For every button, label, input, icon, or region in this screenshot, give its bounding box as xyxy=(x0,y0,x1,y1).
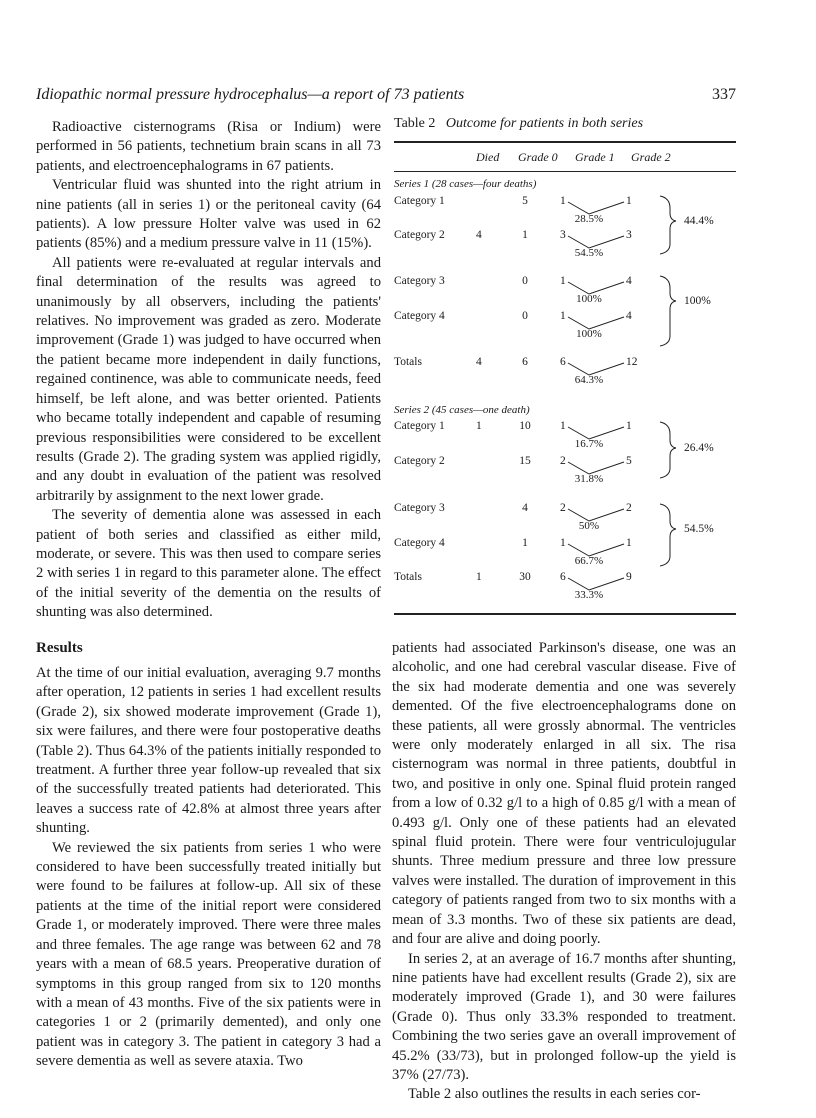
s2-row2-category: Category 2 xyxy=(394,455,445,467)
series-1-label: Series 1 (28 cases—four deaths) xyxy=(394,178,537,190)
results-heading: Results xyxy=(36,640,83,656)
s1-row4-grade0: 0 xyxy=(522,310,528,322)
v-mark-s2-row3 xyxy=(568,509,624,521)
right-column-bottom xyxy=(392,639,736,1105)
s2-row2-grade1: 2 xyxy=(560,455,566,467)
s2-row3-grade2: 2 xyxy=(626,502,632,514)
brace-s1-b xyxy=(660,276,676,346)
s1-totals-grade0: 6 xyxy=(522,356,528,368)
v-mark-s2-totals xyxy=(568,578,624,590)
s2-row2-grade2: 5 xyxy=(626,455,632,467)
s1-totals-grade2: 12 xyxy=(626,356,638,368)
s2-row2-percent: 31.8% xyxy=(574,473,604,485)
s1-row2-percent: 54.5% xyxy=(574,247,604,259)
s1-row1-percent: 28.5% xyxy=(574,213,604,225)
s2-row1-grade1: 1 xyxy=(560,420,566,432)
s2-group-b-percent: 54.5% xyxy=(684,523,714,535)
s1-row4-grade1: 1 xyxy=(560,310,566,322)
paragraph: Ventricular fluid was shunted into the right atrium in nine patients (all in series 1) or the peritoneal cavity (64 patients). A low pressure Holter valve was used in 62 patients (85%) and a medium pressure valve in 11 (15%). xyxy=(36,177,381,252)
s2-totals-label: Totals xyxy=(394,571,422,583)
s2-row4-grade0: 1 xyxy=(522,537,528,549)
s2-totals-grade1: 6 xyxy=(560,571,566,583)
s1-row4-percent: 100% xyxy=(576,328,602,340)
brace-s1-a xyxy=(660,196,676,254)
s1-row3-category: Category 3 xyxy=(394,275,445,287)
s1-group-b-percent: 100% xyxy=(684,295,711,307)
paragraph: The severity of dementia alone was assessed in each patient of both series and classified as either mild, moderate, or severe. This was then used to compare series 2 with series 1 in regard to this parameter alone. The effect of the initial severity of the dementia on the results of shunting was also determined. xyxy=(36,507,381,621)
s2-row1-grade0: 10 xyxy=(519,420,531,432)
s1-row4-grade2: 4 xyxy=(626,310,632,322)
s2-row1-died: 1 xyxy=(476,420,482,432)
brace-s2-b xyxy=(660,504,676,566)
paragraph: In series 2, at an average of 16.7 months after shunting, nine patients have had excellent results (Grade 2), six are moderately improved (Grade 1), and 30 were failures (Grade 0). Thus only 33.3% responded to treatment. Combining the two series gave an overall improvement of 45.2% (33/73), but in prolonged follow-up the yield is 37% (27/73). xyxy=(392,950,736,1083)
s1-row2-grade0: 1 xyxy=(522,229,528,241)
table-bottom-rule xyxy=(394,613,736,615)
table-title: Outcome for patients in both series xyxy=(445,116,644,131)
s2-row3-percent: 50% xyxy=(578,520,600,532)
s1-row3-grade1: 1 xyxy=(560,275,566,287)
v-mark-s1-row1 xyxy=(568,202,624,214)
s2-row4-percent: 66.7% xyxy=(574,555,604,567)
table-2 xyxy=(394,116,736,616)
s1-row2-category: Category 2 xyxy=(394,229,445,241)
v-mark-s2-row1 xyxy=(568,427,624,439)
v-mark-s2-row4 xyxy=(568,544,624,556)
s2-row2-grade0: 15 xyxy=(519,455,531,467)
s1-row2-grade2: 3 xyxy=(626,229,632,241)
s1-row1-grade2: 1 xyxy=(626,195,632,207)
table-connectors xyxy=(394,116,736,616)
left-column-bottom xyxy=(36,664,381,1072)
paragraph: All patients were re-evaluated at regular intervals and final determination of the results was agreed to unanimously by all observers, including the patients' relatives. No improvement was graded as zero. Moderate improvement (Grade 1) was judged to have occurred when the patient became more independent in daily functions, regained continence, was able to communicate needs, feed himself, be left alone, and was better oriented. Patients who became totally independent and capable of resuming previous responsibilities were considered to be excellent results (Grade 2). The grading system was applied rigidly, and any doubt in evaluation of the patient was resolved arbitrarily by assignment to the next lower grade. xyxy=(36,254,381,504)
s2-row3-grade1: 2 xyxy=(560,502,566,514)
s2-totals-percent: 33.3% xyxy=(574,589,604,601)
s1-group-a-percent: 44.4% xyxy=(684,215,714,227)
s1-totals-grade1: 6 xyxy=(560,356,566,368)
v-mark-s1-row4 xyxy=(568,317,624,329)
page-number: 337 xyxy=(712,86,736,103)
paragraph: Table 2 also outlines the results in each series cor- xyxy=(408,1086,701,1103)
column-header-grade2: Grade 2 xyxy=(631,150,671,164)
s2-row1-percent: 16.7% xyxy=(574,438,604,450)
s1-totals-label: Totals xyxy=(394,356,422,368)
v-mark-s2-row2 xyxy=(568,462,624,474)
left-column-top xyxy=(36,118,381,623)
s1-row2-grade1: 3 xyxy=(560,229,566,241)
s1-row3-grade0: 0 xyxy=(522,275,528,287)
s1-totals-died: 4 xyxy=(476,356,482,368)
s2-row4-grade2: 1 xyxy=(626,537,632,549)
s1-row1-category: Category 1 xyxy=(394,195,445,207)
s1-totals-percent: 64.3% xyxy=(574,374,604,386)
column-header-grade1: Grade 1 xyxy=(575,150,615,164)
column-header-died: Died xyxy=(476,150,500,164)
paragraph-continuation: patients had associated Parkinson's disease, one was an alcoholic, and one had cerebral vascular disease. Five of the six had moderate dementia and one was severely demented. Of the five electroencephalograms done on these patients, all were grossly abnormal. The ventricles were only moderately enlarged in all six. The risa cisternogram was normal in three patients, doubtful in two, and positive in only one. Spinal fluid protein ranged from a low of 0.32 g/l to a high of 0.85 g/l with a mean of 0.493 g/l. Only one of these patients had an elevated spinal fluid protein. There were four ventriculojugular shunts. Three medium pressure and three low pressure valves were installed. The duration of improvement in this category of patients ranged from two to six months with a mean of 3.3 months. Two of these six patients are dead, and four are alive and doing poorly. xyxy=(392,640,736,948)
s2-row3-grade0: 4 xyxy=(522,502,528,514)
s1-row1-grade0: 5 xyxy=(522,195,528,207)
s2-row1-category: Category 1 xyxy=(394,420,445,432)
s2-totals-grade2: 9 xyxy=(626,571,632,583)
paragraph: Radioactive cisternograms (Risa or Indium) were performed in 56 patients, technetium brain scans in all 73 patients, and electroencephalograms in 67 patients. xyxy=(36,119,381,174)
s2-totals-died: 1 xyxy=(476,571,482,583)
s1-row3-grade2: 4 xyxy=(626,275,632,287)
paragraph: At the time of our initial evaluation, averaging 9.7 months after operation, 12 patients in series 1 had excellent results (Grade 2), six showed moderate improvement (Grade 1), six were failures, and there were four postoperative deaths (Table 2). Thus 64.3% of the patients initially responded to treatment. A further three year follow-up revealed that six of the successfully treated patients had deteriorated. This leaves a success rate of 42.8% at almost three years after shunting. xyxy=(36,665,381,837)
s2-group-a-percent: 26.4% xyxy=(684,442,714,454)
series-2-label: Series 2 (45 cases—one death) xyxy=(394,404,530,416)
s1-row2-died: 4 xyxy=(476,229,482,241)
brace-s2-a xyxy=(660,422,676,478)
s1-row3-percent: 100% xyxy=(576,293,602,305)
running-title: Idiopathic normal pressure hydrocephalus—a report of 73 patients xyxy=(36,86,465,103)
v-mark-s1-row2 xyxy=(568,236,624,248)
s1-row1-grade1: 1 xyxy=(560,195,566,207)
v-mark-s1-totals xyxy=(568,363,624,375)
s1-row4-category: Category 4 xyxy=(394,310,445,322)
s2-totals-grade0: 30 xyxy=(519,571,531,583)
s2-row1-grade2: 1 xyxy=(626,420,632,432)
paragraph: We reviewed the six patients from series 1 who were considered to have been successfully treated initially but were found to be failures at follow-up. All six of these patients at the time of the initial report were considered Grade 1, or moderately improved. There were three males and three females. The age range was between 62 and 78 years with a mean of 68.5 years. Preoperative duration of symptoms in this group ranged from six to 120 months with a mean of 43 months. Five of the six patients were in categories 1 or 2 (primarily demented), and only one patient was in category 3. The patient in category 3 had a severe dementia as well as severe ataxia. Two xyxy=(36,839,381,1070)
v-mark-s1-row3 xyxy=(568,282,624,294)
s2-row4-grade1: 1 xyxy=(560,537,566,549)
running-header xyxy=(36,86,736,110)
column-header-grade0: Grade 0 xyxy=(518,150,558,164)
table-label: Table 2 xyxy=(394,116,436,131)
s2-row3-category: Category 3 xyxy=(394,502,445,514)
s2-row4-category: Category 4 xyxy=(394,537,445,549)
